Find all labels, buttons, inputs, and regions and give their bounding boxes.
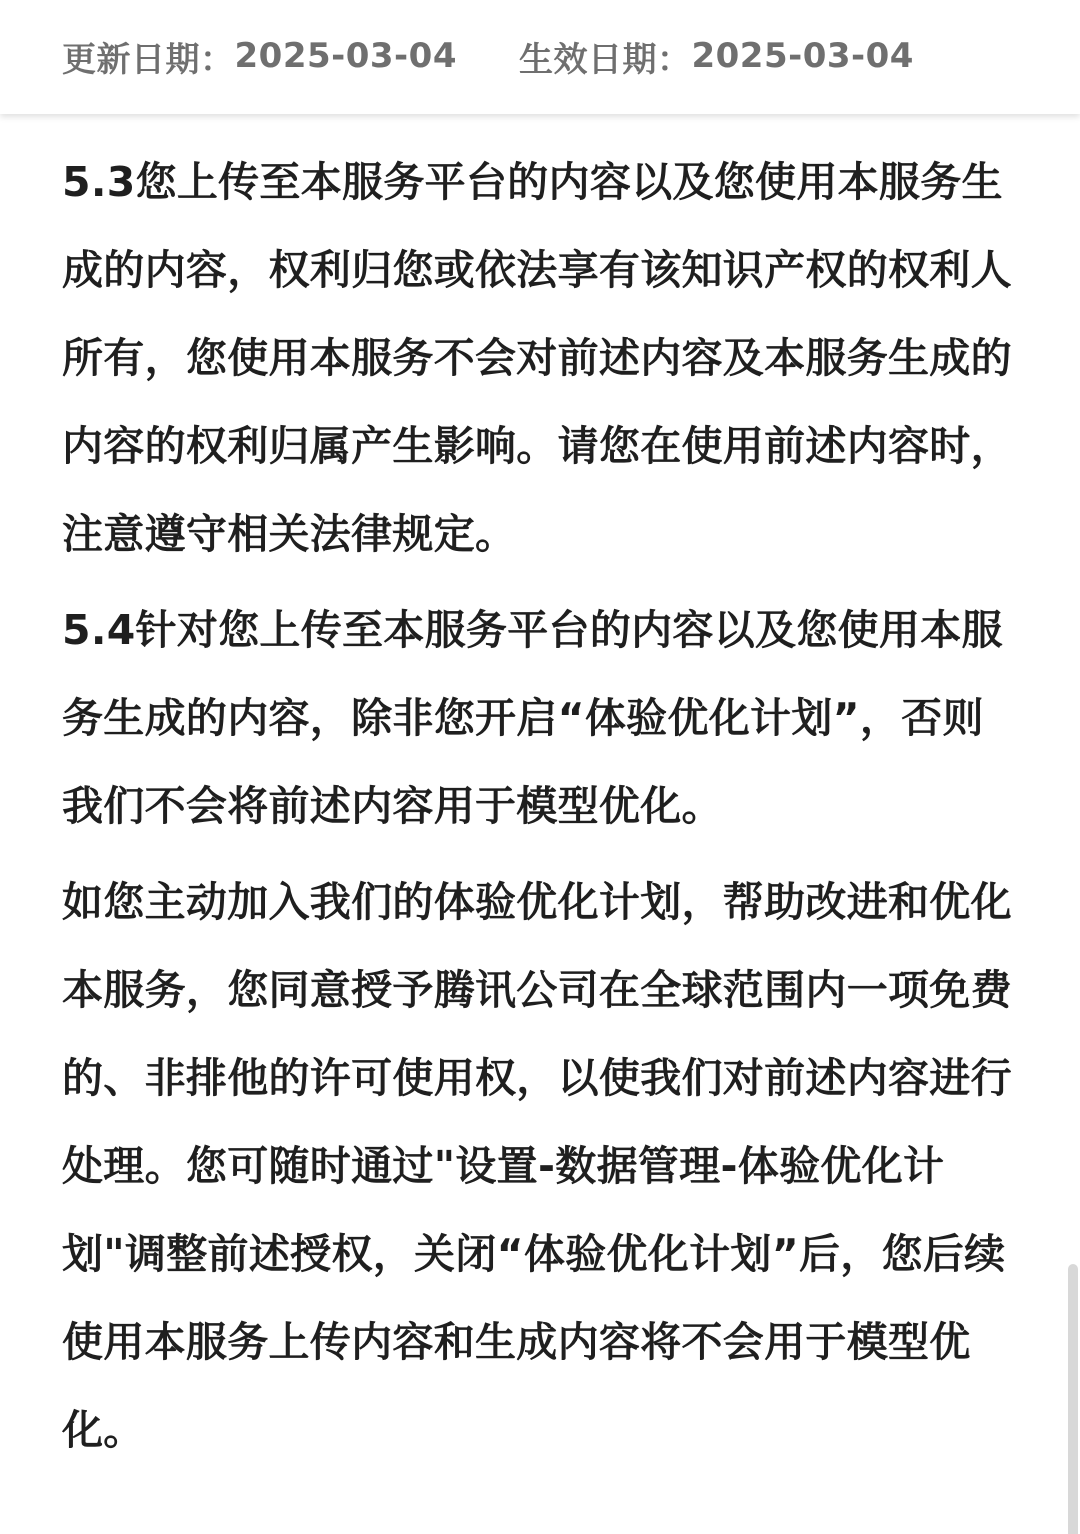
scrollbar-thumb[interactable] — [1068, 1264, 1078, 1534]
update-date-label: 更新日期： — [62, 39, 235, 80]
scrollbar-track[interactable] — [1068, 114, 1080, 1534]
paragraph-5-3: 5.3您上传至本服务平台的内容以及您使用本服务生成的内容，权利归您或依法享有该知识产权的权利人所有，您使用本服务不会对前述内容及本服务生成的内容的权利归属产生影响。请您在使用前述内容时，注意遵守相关法律规定。 — [62, 158, 1012, 558]
paragraph-5-4: 5.4针对您上传至本服务平台的内容以及您使用本服务生成的内容，除非您开启“体验优化计划”，否则我们不会将前述内容用于模型优化。 — [62, 606, 1003, 830]
effective-date-item — [519, 32, 914, 81]
effective-date-label: 生效日期： — [518, 39, 692, 80]
update-date-item — [62, 32, 457, 81]
effective-date-value: 2025-03-04 — [691, 36, 914, 76]
update-date-value: 2025-03-04 — [234, 36, 457, 76]
date-row — [62, 28, 914, 84]
terms-content — [62, 138, 1018, 1482]
date-header — [0, 0, 1080, 114]
paragraph-experience-optimization: 如您主动加入我们的体验优化计划，帮助改进和优化本服务，您同意授予腾讯公司在全球范围内一项免费的、非排他的许可使用权，以使我们对前述内容进行处理。您可随时通过"设置-数据管理-体验优化计划"调整前述授权，关闭“体验优化计划”后，您后续使用本服务上传内容和生成内容将不会用于模型优化。 — [62, 878, 1012, 1454]
